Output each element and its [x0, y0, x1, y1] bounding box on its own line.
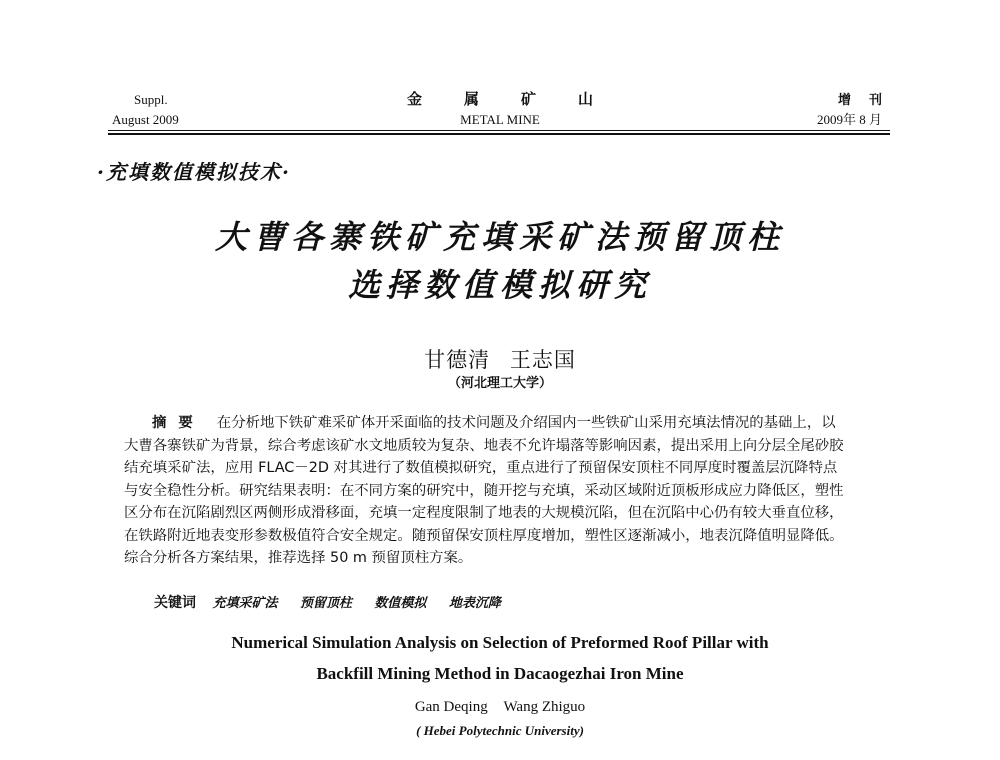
abstract-cn	[124, 412, 868, 570]
header-rule-thin	[108, 130, 890, 131]
keyword: 地表沉降	[448, 596, 501, 611]
author-name: 甘德清	[424, 348, 491, 372]
title-line-2: 选择数值模拟研究	[347, 266, 652, 304]
english-title-line-1: Numerical Simulation Analysis on Selection of Preformed Roof Pillar with	[231, 633, 769, 652]
keywords-label: 关键词	[154, 595, 196, 611]
abstract-line: 摘要 在分析地下铁矿难采矿体开采面临的技术问题及介绍国内一些铁矿山采用充填法情况的基础上，以	[152, 415, 836, 431]
abstract-line: 在铁路附近地表变形参数极值符合安全规定。随预留保安顶柱厚度增加，塑性区逐渐减小，地表沉降值明显降低。	[124, 527, 844, 544]
abstract-label: 摘要	[152, 415, 205, 431]
journal-name-cn: 金属矿山	[406, 92, 635, 108]
authors-cn	[0, 344, 1000, 374]
abstract-line: 综合分析各方案结果，推荐选择 50 m 预留顶柱方案。	[124, 550, 473, 566]
authors-en	[0, 699, 1000, 716]
header-left	[112, 90, 179, 130]
affiliation-en: ( Hebei Polytechnic University)	[416, 723, 584, 738]
keyword: 充填采矿法	[212, 596, 278, 611]
header-rule-thick	[108, 133, 890, 135]
issue-date-cn: 2009年 8 月	[816, 112, 882, 127]
abstract-line: 与安全稳性分析。研究结果表明：在不同方案的研究中，随开挖与充填，采动区域附近顶板形成应力降低区，塑性	[124, 482, 844, 499]
affiliation-cn: （河北理工大学）	[447, 376, 552, 391]
suppl-label: Suppl.	[134, 92, 168, 107]
supplement-label-cn: 增刊	[837, 92, 900, 107]
journal-name-en: METAL MINE	[460, 112, 540, 127]
header-right	[816, 90, 900, 130]
abstract-line: 区分布在沉陷剧烈区两侧形成滑移面，充填一定程度限制了地表的大规模沉陷，但在沉陷中心仍有较大垂直位移，	[124, 505, 844, 521]
english-title-line-2: Backfill Mining Method in Dacaogezhai Iron Mine	[316, 664, 684, 683]
author-name: 王志国	[509, 348, 576, 372]
abstract-line: 结充填采矿法，应用 FLAC－2D 对其进行了数值模拟研究，重点进行了预留保安顶柱不同厚度时覆盖层沉降特点	[124, 460, 838, 476]
issue-date-en: August 2009	[112, 112, 179, 127]
author-name-en: Wang Zhiguo	[503, 699, 586, 715]
abstract-line: 大曹各寨铁矿为背景，综合考虑该矿水文地质较为复杂、地表不允许塌落等影响因素，提出采用上向分层全尾砂胶	[124, 437, 844, 454]
title-line-1: 大曹各寨铁矿充填采矿法预留顶柱	[214, 218, 785, 256]
column-label: ·充填数值模拟技术·	[97, 160, 291, 184]
keyword: 数值模拟	[374, 596, 427, 611]
keyword: 预留顶柱	[299, 596, 352, 611]
author-name-en: Gan Deqing	[414, 699, 488, 715]
keywords-cn	[154, 592, 519, 612]
header-center	[380, 90, 635, 130]
